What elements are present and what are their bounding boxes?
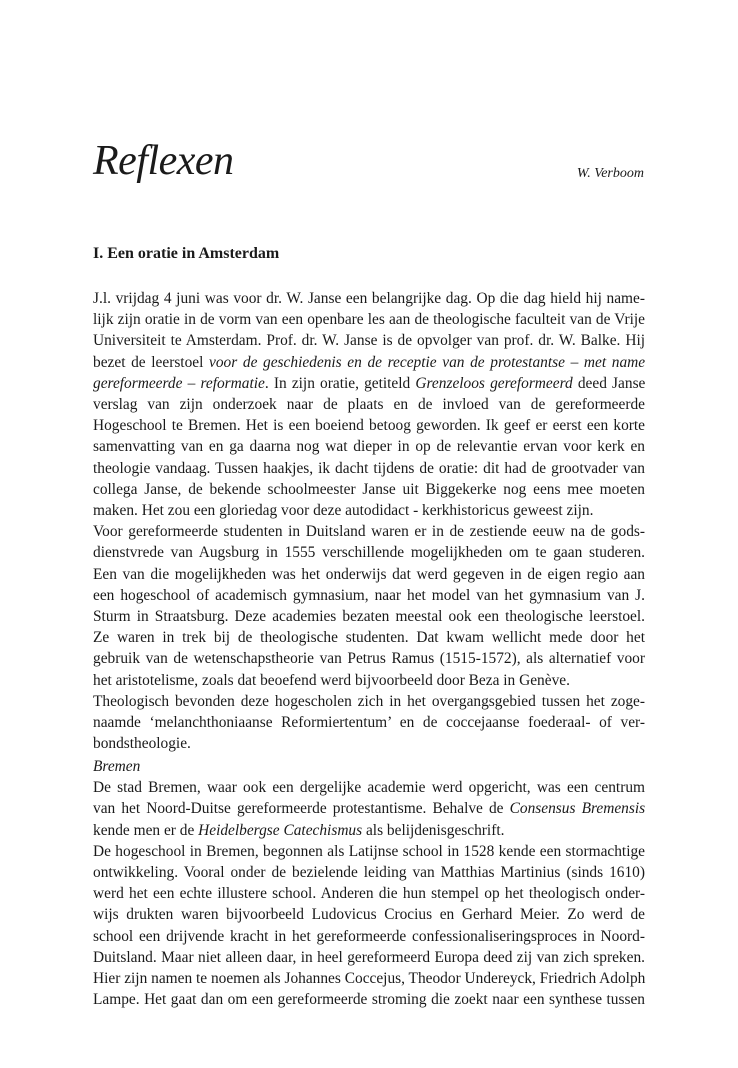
text-segment: kende men er de (93, 821, 199, 839)
author-name: W. Verboom (576, 166, 644, 181)
paragraph-line: maken. Het zou een gloriedag voor deze autodidact - kerkhistoricus geweest zijn. (93, 502, 594, 520)
paragraph-line: samenvatting van en ga daarna nog wat dieper in op de relevantie ervan voor kerk en (93, 438, 645, 456)
paragraph-line (93, 352, 645, 373)
paragraph-line: De hogeschool in Bremen, begonnen als Latijnse school in 1528 kende een stormachtige (93, 842, 645, 860)
paragraph-line: J.l. vrijdag 4 juni was voor dr. W. Janse een belangrijke dag. Op die dag hield hij name- (93, 290, 645, 307)
paragraph-line: Hogeschool te Bremen. Het is een boeiend betoog geworden. Ik geef er eerst een korte (93, 417, 645, 435)
text-segment: als belijdenisgeschrift. (362, 821, 505, 839)
paragraph-line: ontwikkeling. Vooral onder de bezielende leiding van Matthias Martinius (sinds 1610) (93, 864, 645, 882)
paragraph-line (93, 373, 645, 394)
italic-chair-title: voor de geschiedenis en de receptie van de protestantse – met name (209, 353, 646, 371)
body-text-block-1 (93, 288, 645, 754)
paragraph-line: dienstvrede van Augsburg in 1555 verschillende mogelijkheden om te gaan studeren. (93, 544, 645, 562)
paragraph-line: wijs drukten waren bijvoorbeeld Ludovicus Crocius en Gerhard Meier. Zo werd de (93, 906, 645, 924)
paragraph-line: bondstheologie. (93, 735, 191, 753)
paragraph-line (93, 820, 645, 841)
paragraph-line: Universiteit te Amsterdam. Prof. dr. W. Janse is de opvolger van prof. dr. W. Balke. Hij (93, 332, 645, 350)
paragraph-line: lijk zijn oratie in de vorm van een openbare les aan de theologische faculteit van de Vrije (93, 311, 645, 329)
paragraph-line: een hogeschool of academisch gymnasium, naar het model van het gymnasium van J. (93, 586, 645, 604)
paragraph-line: gebruik van de wetenschapstheorie van Petrus Ramus (1515-1572), als alternatief voor (93, 650, 645, 668)
article-title: Reflexen (93, 138, 234, 184)
paragraph-line: Ze waren in trek bij de theologische studenten. Dat kwam wellicht mede door het (93, 629, 645, 647)
paragraph-line: Theologisch bevonden deze hogescholen zich in het overgangsgebied tussen het zoge- (93, 692, 645, 710)
paragraph-line: Een van die mogelijkheden was het onderwijs dat werd gegeven in de eigen regio aan (93, 565, 645, 583)
paragraph-line: het aristotelisme, zoals dat beoefend werd bijvoorbeeld door Beza in Genève. (93, 671, 570, 689)
paragraph-line: Sturm in Straatsburg. Deze academies bezaten meestal ook een theologische leerstoel. (93, 608, 645, 626)
text-segment: deed Janse (572, 374, 646, 392)
paragraph-line: verslag van zijn onderzoek naar de plaats en de invloed van de gereformeerde (93, 396, 645, 414)
italic-oration-title: Grenzeloos gereformeerd (415, 374, 573, 392)
paragraph-line: school een drijvende kracht in het gereformeerde confessionaliseringsproces in Noord- (93, 927, 645, 945)
paragraph-line: Hier zijn namen te noemen als Johannes Coccejus, Theodor Undereyck, Friedrich Adolph (93, 970, 646, 988)
text-segment: van het Noord-Duitse gereformeerde protestantisme. Behalve de (93, 800, 510, 818)
text-segment: bezet de leerstoel (93, 353, 210, 371)
italic-chair-title: gereformeerde – reformatie (93, 374, 265, 392)
text-segment: . In zijn oratie, getiteld (264, 374, 416, 392)
paragraph-line (93, 798, 645, 819)
section-heading: I. Een oratie in Amsterdam (93, 245, 280, 262)
paragraph-line: De stad Bremen, waar ook een dergelijke academie werd opgericht, was een centrum (93, 779, 645, 797)
paragraph-line: Lampe. Het gaat dan om een gereformeerde stroming die zoekt naar een synthese tussen (93, 991, 645, 1009)
subsection-heading: Bremen (93, 758, 141, 775)
italic-catechism-title: Heidelbergse Catechismus (198, 821, 363, 839)
paragraph-line: Voor gereformeerde studenten in Duitsland waren er in de zestiende eeuw na de gods- (93, 523, 645, 541)
body-text-block-2 (93, 756, 645, 1010)
italic-confession-title: Consensus Bremensis (509, 800, 646, 818)
paragraph-line: Duitsland. Maar niet alleen daar, in heel gereformeerd Europa deed zij van zich spreken. (93, 948, 645, 966)
paragraph-line: collega Janse, de bekende schoolmeester Janse uit Biggekerke nog eens mee moeten (93, 480, 645, 498)
paragraph-line: theologie vandaag. Tussen haakjes, ik dacht tijdens de oratie: dit had de grootvader van (93, 459, 645, 477)
paragraph-line: werd het een echte illustere school. Anderen die hun stempel op het theologisch onder- (93, 885, 645, 903)
paragraph-line: naamde ‘melanchthoniaanse Reformiertentum’ en de coccejaanse foederaal- of ver- (93, 714, 645, 732)
